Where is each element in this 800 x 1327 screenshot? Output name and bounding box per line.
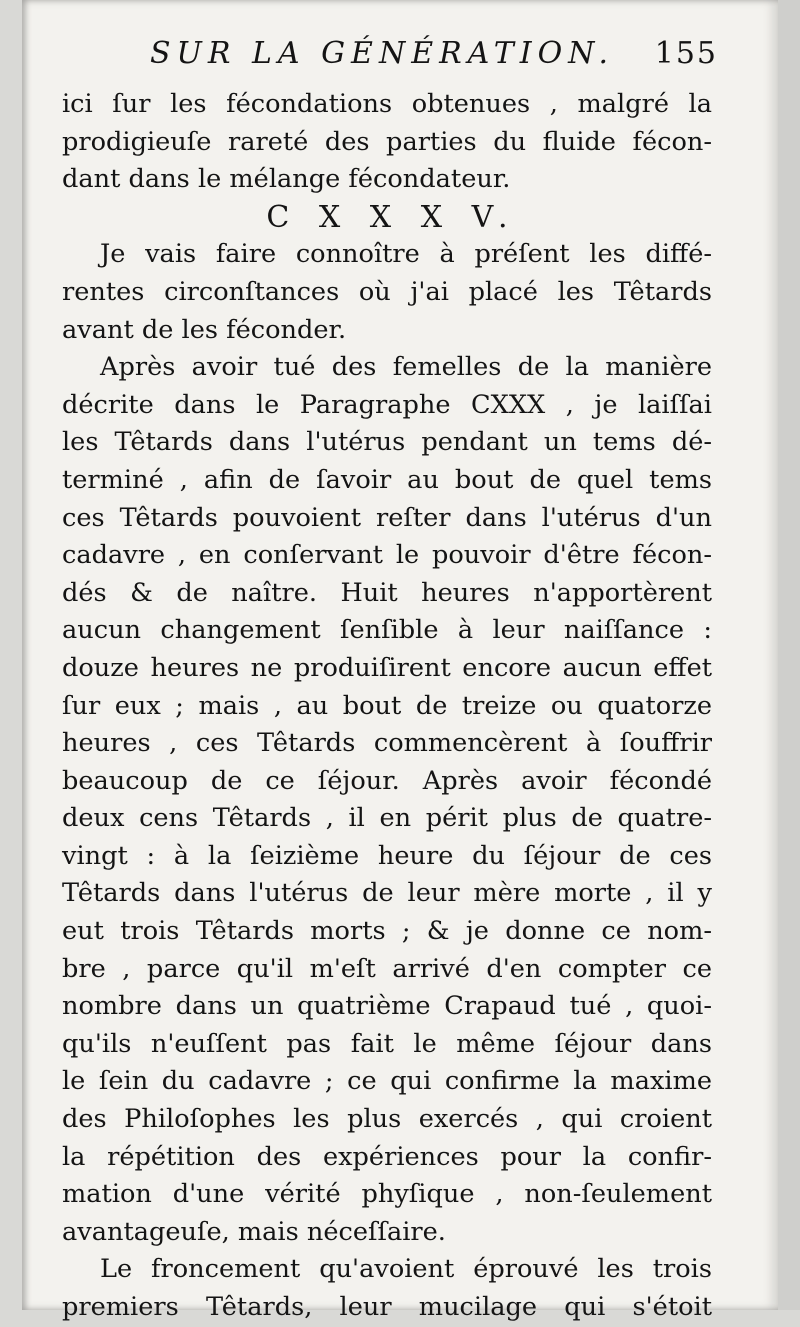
- text-line: Je vais faire connoître à préſent les diffé-: [100, 239, 712, 270]
- text-line: qu'ils n'euſſent pas fait le même ſéjour dans: [62, 1028, 712, 1059]
- book-page: [22, 0, 778, 1322]
- running-head-title: SUR LA GÉNÉRATION.: [150, 36, 615, 71]
- text-line: prodigieuſe rareté des parties du fluide fécon-: [62, 126, 712, 157]
- text-block: [62, 36, 718, 1327]
- text-line: premiers Têtards, leur mucilage qui s'étoit: [62, 1292, 712, 1322]
- text-line: la répétition des expériences pour la confir-: [62, 1141, 712, 1172]
- text-line: ſur eux ; mais , au bout de treize ou quatorze: [62, 690, 712, 721]
- text-line: deux cens Têtards , il en périt plus de quatre-: [62, 803, 712, 834]
- text-line: eut trois Têtards morts ; & je donne ce nom-: [62, 916, 712, 947]
- text-line: bre , parce qu'il m'eſt arrivé d'en compter ce: [62, 953, 712, 984]
- text-line: Le froncement qu'avoient éprouvé les trois: [100, 1254, 712, 1285]
- text-line: mation d'une vérité phyſique , non-ſeulement: [62, 1179, 712, 1210]
- text-line: vingt : à la ſeizième heure du ſéjour de ces: [62, 840, 712, 871]
- text-line: douze heures ne produiſirent encore aucun effet: [62, 652, 712, 683]
- text-line: Têtards dans l'utérus de leur mère morte , il y: [62, 878, 712, 909]
- text-line: des Philoſophes les plus exercés , qui croient: [62, 1104, 712, 1135]
- text-line: rentes circonſtances où j'ai placé les Têtards: [62, 276, 712, 307]
- text-line: avant de les féconder.: [62, 314, 347, 345]
- text-line: Après avoir tué des femelles de la manière: [100, 352, 712, 383]
- section-heading: C X X X V.: [266, 199, 518, 235]
- text-line: décrite dans le Paragraphe CXXX , je laiſſai: [62, 389, 712, 420]
- text-line: cadavre , en conſervant le pouvoir d'être fécon-: [62, 540, 712, 571]
- paragraph: [62, 236, 712, 349]
- text-line: dés & de naître. Huit heures n'apportèrent: [62, 577, 712, 608]
- text-line: nombre dans un quatrième Crapaud tué , quoi-: [62, 991, 712, 1022]
- page-number: 155: [654, 36, 718, 71]
- text-line: aucun changement ſenſible à leur naiſſance :: [62, 615, 712, 646]
- text-line: les Têtards dans l'utérus pendant un tems dé-: [62, 427, 712, 458]
- text-line: terminé , afin de ſavoir au bout de quel tems: [62, 464, 712, 495]
- paragraph-continuation: [62, 86, 712, 199]
- paragraph: [62, 1251, 712, 1326]
- text-line: ici ſur les fécondations obtenues , malgré la: [62, 89, 712, 119]
- text-line: le ſein du cadavre ; ce qui confirme la maxime: [62, 1066, 712, 1097]
- paragraph: [62, 349, 712, 1251]
- text-line: beaucoup de ce ſéjour. Après avoir fécondé: [62, 765, 712, 796]
- text-line: dant dans le mélange fécondateur.: [62, 164, 511, 195]
- text-line: ces Têtards pouvoient reſter dans l'utérus d'un: [62, 502, 712, 533]
- text-line: heures , ces Têtards commencèrent à ſouffrir: [62, 728, 712, 759]
- running-head: [62, 36, 718, 86]
- text-line: avantageuſe, mais néceſſaire.: [62, 1216, 446, 1247]
